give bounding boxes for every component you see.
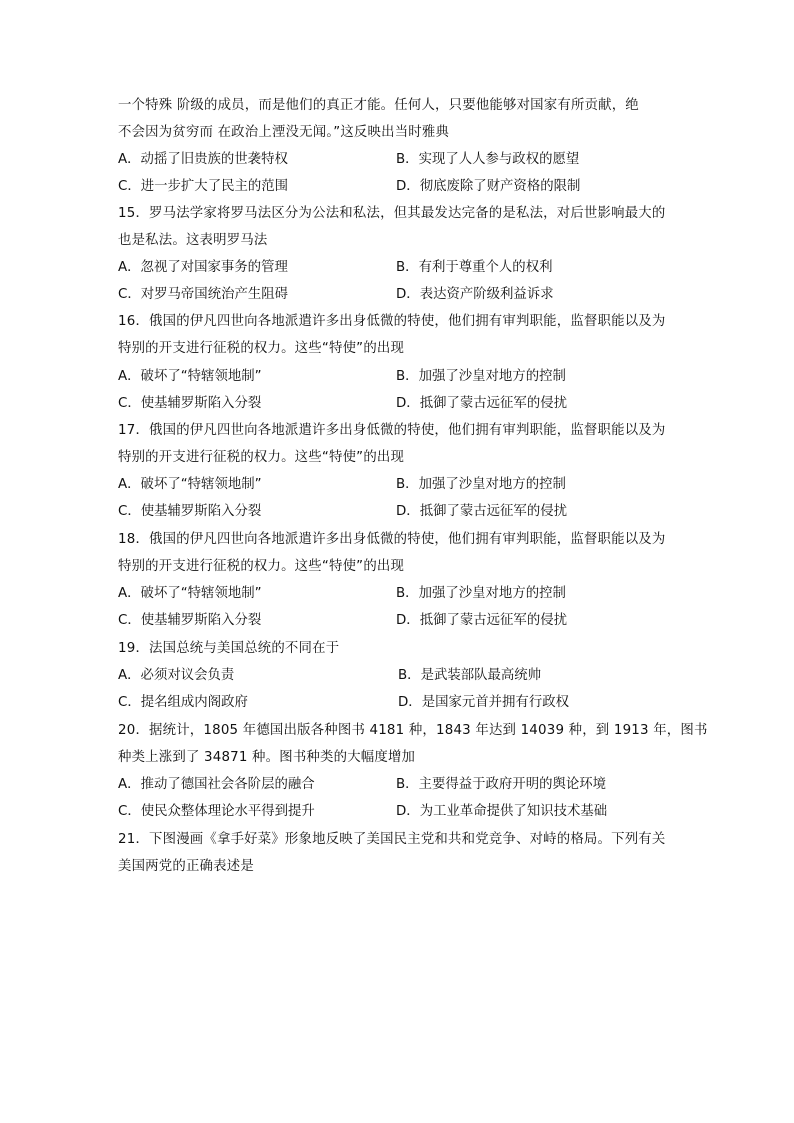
question-16-stem-line-2: 特别的开支进行征税的权力。这些“特使”的出现	[118, 341, 405, 356]
question-17-option-d: D．抵御了蒙古远征军的侵扰	[396, 504, 567, 519]
question-16-option-b: B．加强了沙皇对地方的控制	[396, 369, 566, 384]
question-15-option-a: A．忽视了对国家事务的管理	[118, 260, 288, 275]
question-19-option-c: C．提名组成内阁政府	[118, 695, 248, 710]
question-16-option-d: D．抵御了蒙古远征军的侵扰	[396, 396, 567, 411]
question-15-option-b: B．有利于尊重个人的权利	[396, 260, 553, 275]
question-20-option-d: D．为工业革命提供了知识技术基础	[396, 804, 608, 819]
question-20-option-b: B．主要得益于政府开明的舆论环境	[396, 777, 607, 792]
question-18-option-c: C．使基辅罗斯陷入分裂	[118, 613, 262, 628]
question-20-stem-line-1: 20．据统计，1805 年德国出版各种图书 4181 种，1843 年达到 14039 种，到 1913 年，图书	[118, 723, 708, 738]
question-18-option-b: B．加强了沙皇对地方的控制	[396, 586, 566, 601]
question-18-option-d: D．抵御了蒙古远征军的侵扰	[396, 613, 567, 628]
question-18-stem-line-2: 特别的开支进行征税的权力。这些“特使”的出现	[118, 559, 405, 574]
question-15-option-d: D．表达资产阶级利益诉求	[396, 287, 554, 302]
question-15-stem-line-2: 也是私法。这表明罗马法	[118, 233, 268, 248]
question-20-option-c: C．使民众整体理论水平得到提升	[118, 804, 315, 819]
question-21-stem-line-1: 21．下图漫画《拿手好菜》形象地反映了美国民主党和共和党竞争、对峙的格局。下列有关	[118, 832, 666, 847]
question-15-option-c: C．对罗马帝国统治产生阻碍	[118, 287, 289, 302]
question-19-option-a: A．必须对议会负责	[118, 668, 235, 683]
question-18-option-a: A．破坏了“特辖领地制”	[118, 586, 262, 601]
question-16-option-a: A．破坏了“特辖领地制”	[118, 369, 262, 384]
question-18-stem-line-1: 18．俄国的伊凡四世向各地派遣许多出身低微的特使，他们拥有审判职能，监督职能以及为	[118, 532, 666, 547]
question-14-option-d: D．彻底废除了财产资格的限制	[396, 179, 581, 194]
question-16-option-c: C．使基辅罗斯陷入分裂	[118, 396, 262, 411]
question-14-stem-line-2: 不会因为贫穷而 在政治上湮没无闻。”这反映出当时雅典	[118, 125, 450, 140]
question-17-option-a: A．破坏了“特辖领地制”	[118, 477, 262, 492]
question-17-option-c: C．使基辅罗斯陷入分裂	[118, 504, 262, 519]
question-19-stem-line-1: 19．法国总统与美国总统的不同在于	[118, 641, 340, 656]
question-20-stem-line-2: 种类上涨到了 34871 种。图书种类的大幅度增加	[118, 750, 416, 765]
question-21-stem-line-2: 美国两党的正确表述是	[118, 859, 254, 874]
question-14-option-c: C．进一步扩大了民主的范围	[118, 179, 289, 194]
question-20-option-a: A．推动了德国社会各阶层的融合	[118, 777, 315, 792]
question-19-option-b: B．是武装部队最高统帅	[398, 668, 542, 683]
question-14-option-b: B．实现了人人参与政权的愿望	[396, 152, 580, 167]
question-17-option-b: B．加强了沙皇对地方的控制	[396, 477, 566, 492]
question-16-stem-line-1: 16．俄国的伊凡四世向各地派遣许多出身低微的特使，他们拥有审判职能，监督职能以及为	[118, 314, 666, 329]
question-14-stem-line-1: 一个特殊 阶级的成员，而是他们的真正才能。任何人，只要他能够对国家有所贡献，绝	[118, 98, 639, 113]
question-17-stem-line-2: 特别的开支进行征税的权力。这些“特使”的出现	[118, 450, 405, 465]
question-14-option-a: A．动摇了旧贵族的世袭特权	[118, 152, 288, 167]
question-15-stem-line-1: 15．罗马法学家将罗马法区分为公法和私法，但其最发达完备的是私法，对后世影响最大的	[118, 206, 666, 221]
question-17-stem-line-1: 17．俄国的伊凡四世向各地派遣许多出身低微的特使，他们拥有审判职能，监督职能以及为	[118, 423, 666, 438]
question-19-option-d: D．是国家元首并拥有行政权	[398, 695, 569, 710]
